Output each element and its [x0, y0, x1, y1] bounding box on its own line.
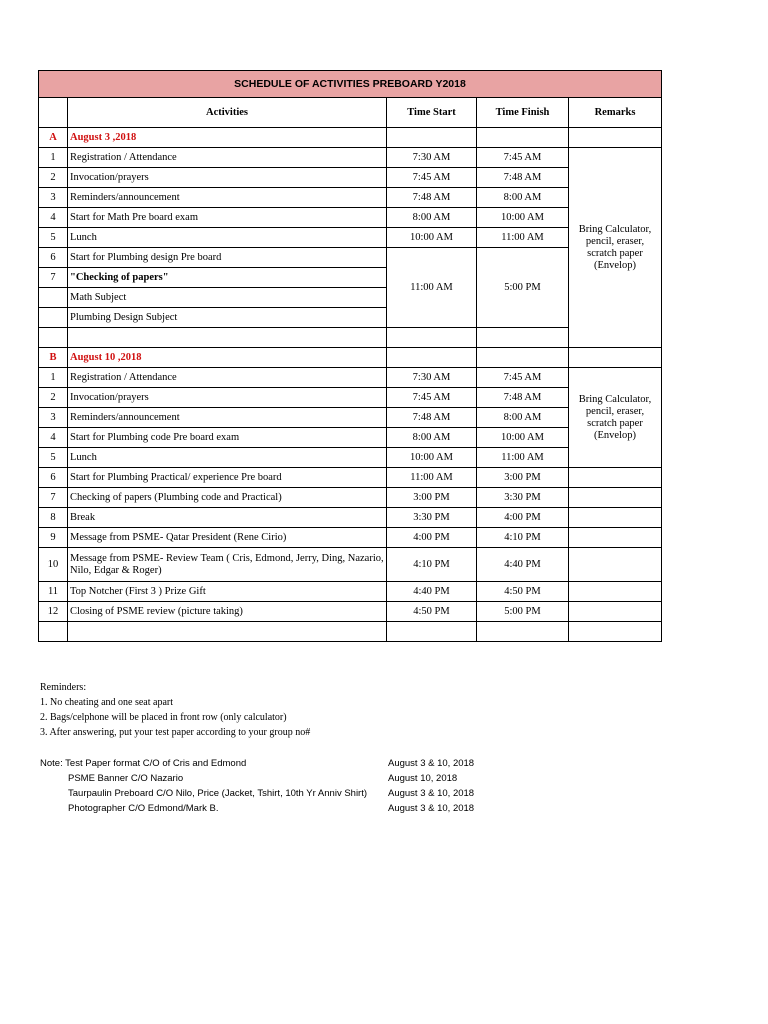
- header-time-finish: Time Finish: [477, 98, 569, 128]
- merged-start: 11:00 AM: [387, 248, 477, 328]
- page-title: SCHEDULE OF ACTIVITIES PREBOARD Y2018: [39, 71, 662, 98]
- note-row: [40, 771, 600, 786]
- section-letter: B: [39, 348, 68, 368]
- row-start: 8:00 AM: [387, 428, 477, 448]
- row-activity: "Checking of papers": [68, 268, 387, 288]
- header-activities: Activities: [68, 98, 387, 128]
- row-finish: 4:50 PM: [477, 582, 569, 602]
- table-row: [39, 468, 662, 488]
- table-row: [39, 508, 662, 528]
- header-time-start: Time Start: [387, 98, 477, 128]
- header-no: [39, 98, 68, 128]
- row-finish: 10:00 AM: [477, 428, 569, 448]
- row-start: 4:10 PM: [387, 548, 477, 582]
- row-activity: Lunch: [68, 228, 387, 248]
- note-text: Taurpaulin Preboard C/O Nilo, Price (Jacket, Tshirt, 10th Yr Anniv Shirt): [68, 788, 368, 799]
- table-row: [39, 248, 662, 268]
- note-date: August 3 & 10, 2018: [388, 758, 475, 769]
- reminders-heading: Reminders:: [40, 682, 87, 693]
- row-activity: Start for Math Pre board exam: [68, 208, 387, 228]
- row-activity: Reminders/announcement: [68, 408, 387, 428]
- table-row: [39, 528, 662, 548]
- reminder-item: 3. After answering, put your test paper according to your group no#: [40, 727, 311, 738]
- row-finish: 4:00 PM: [477, 508, 569, 528]
- row-start: 11:00 AM: [387, 468, 477, 488]
- row-activity: Invocation/prayers: [68, 168, 387, 188]
- row-finish: 8:00 AM: [477, 188, 569, 208]
- row-start: 3:30 PM: [387, 508, 477, 528]
- table-row: [39, 228, 662, 248]
- section-b-remarks: Bring Calculator, pencil, eraser, scratch paper (Envelop): [569, 368, 662, 468]
- row-start: 10:00 AM: [387, 448, 477, 468]
- section-a-remarks: Bring Calculator, pencil, eraser, scratch paper (Envelop): [569, 148, 662, 348]
- row-finish: 7:48 AM: [477, 388, 569, 408]
- table-row: [39, 582, 662, 602]
- note-text: Photographer C/O Edmond/Mark B.: [68, 803, 219, 814]
- row-activity: Checking of papers (Plumbing code and Practical): [68, 488, 387, 508]
- row-no: 1: [39, 148, 68, 168]
- section-date: August 3 ,2018: [68, 128, 387, 148]
- row-activity: Start for Plumbing code Pre board exam: [68, 428, 387, 448]
- schedule-table: [38, 70, 662, 642]
- row-activity: Top Notcher (First 3 ) Prize Gift: [68, 582, 387, 602]
- row-activity: Message from PSME- Qatar President (Rene Cirio): [68, 528, 387, 548]
- note-text: PSME Banner C/O Nazario: [68, 773, 184, 784]
- row-start: 4:50 PM: [387, 602, 477, 622]
- table-row: [39, 208, 662, 228]
- row-start: 8:00 AM: [387, 208, 477, 228]
- header-row: [39, 98, 662, 128]
- row-no: 12: [39, 602, 68, 622]
- reminders: [40, 680, 310, 740]
- row-no: 6: [39, 468, 68, 488]
- note-row: [40, 786, 600, 801]
- row-start: 7:30 AM: [387, 368, 477, 388]
- table-row: [39, 368, 662, 388]
- section-b-header: [39, 348, 662, 368]
- row-no: 2: [39, 168, 68, 188]
- row-activity: Math Subject: [68, 288, 387, 308]
- row-no: 9: [39, 528, 68, 548]
- row-start: 7:48 AM: [387, 408, 477, 428]
- row-no: 7: [39, 268, 68, 288]
- row-no: 5: [39, 228, 68, 248]
- row-no: 4: [39, 428, 68, 448]
- row-finish: 4:40 PM: [477, 548, 569, 582]
- schedule-sheet: [38, 70, 661, 642]
- row-activity: Registration / Attendance: [68, 368, 387, 388]
- blank-row: [39, 328, 662, 348]
- row-no: 5: [39, 448, 68, 468]
- row-activity: Closing of PSME review (picture taking): [68, 602, 387, 622]
- row-finish: 7:45 AM: [477, 148, 569, 168]
- row-activity: Lunch: [68, 448, 387, 468]
- row-no: 6: [39, 248, 68, 268]
- row-activity: Break: [68, 508, 387, 528]
- row-no: 10: [39, 548, 68, 582]
- row-no: 11: [39, 582, 68, 602]
- row-no: [39, 308, 68, 328]
- row-start: 4:00 PM: [387, 528, 477, 548]
- row-finish: 3:00 PM: [477, 468, 569, 488]
- row-finish: 7:45 AM: [477, 368, 569, 388]
- row-activity: Invocation/prayers: [68, 388, 387, 408]
- section-date: August 10 ,2018: [68, 348, 387, 368]
- row-activity: Start for Plumbing Practical/ experience Pre board: [68, 468, 387, 488]
- row-no: 2: [39, 388, 68, 408]
- row-activity: Registration / Attendance: [68, 148, 387, 168]
- note-row: [40, 756, 600, 771]
- row-start: 7:45 AM: [387, 388, 477, 408]
- row-start: 4:40 PM: [387, 582, 477, 602]
- table-row: [39, 488, 662, 508]
- row-no: [39, 288, 68, 308]
- reminder-item: 1. No cheating and one seat apart: [40, 697, 174, 708]
- notes: [40, 756, 600, 816]
- note-text: Note: Test Paper format C/O of Cris and Edmond: [40, 758, 247, 769]
- row-start: 10:00 AM: [387, 228, 477, 248]
- row-finish: 11:00 AM: [477, 448, 569, 468]
- row-finish: 7:48 AM: [477, 168, 569, 188]
- table-row: [39, 168, 662, 188]
- section-letter: A: [39, 128, 68, 148]
- row-start: 7:45 AM: [387, 168, 477, 188]
- row-start: 3:00 PM: [387, 488, 477, 508]
- row-finish: 3:30 PM: [477, 488, 569, 508]
- table-row: [39, 602, 662, 622]
- title-row: [39, 71, 662, 98]
- note-row: [40, 801, 600, 816]
- row-no: 7: [39, 488, 68, 508]
- note-date: August 3 & 10, 2018: [388, 788, 475, 799]
- header-remarks: Remarks: [569, 98, 662, 128]
- note-date: August 10, 2018: [388, 773, 458, 784]
- table-row: [39, 448, 662, 468]
- section-a-header: [39, 128, 662, 148]
- row-finish: 11:00 AM: [477, 228, 569, 248]
- row-finish: 4:10 PM: [477, 528, 569, 548]
- table-row: [39, 148, 662, 168]
- row-finish: 8:00 AM: [477, 408, 569, 428]
- row-no: 3: [39, 408, 68, 428]
- table-row: [39, 408, 662, 428]
- row-no: 4: [39, 208, 68, 228]
- row-finish: 10:00 AM: [477, 208, 569, 228]
- reminder-item: 2. Bags/celphone will be placed in front row (only calculator): [40, 712, 287, 723]
- table-row: [39, 548, 662, 582]
- row-no: 8: [39, 508, 68, 528]
- row-no: 3: [39, 188, 68, 208]
- row-start: 7:48 AM: [387, 188, 477, 208]
- row-activity: Reminders/announcement: [68, 188, 387, 208]
- row-finish: 5:00 PM: [477, 602, 569, 622]
- row-activity: Message from PSME- Review Team ( Cris, Edmond, Jerry, Ding, Nazario, Nilo, Edgar & Roger): [68, 548, 387, 582]
- merged-finish: 5:00 PM: [477, 248, 569, 328]
- table-row: [39, 188, 662, 208]
- row-no: 1: [39, 368, 68, 388]
- row-activity: Plumbing Design Subject: [68, 308, 387, 328]
- note-date: August 3 & 10, 2018: [388, 803, 475, 814]
- table-row: [39, 428, 662, 448]
- row-activity: Start for Plumbing design Pre board: [68, 248, 387, 268]
- blank-row: [39, 622, 662, 642]
- row-start: 7:30 AM: [387, 148, 477, 168]
- table-row: [39, 388, 662, 408]
